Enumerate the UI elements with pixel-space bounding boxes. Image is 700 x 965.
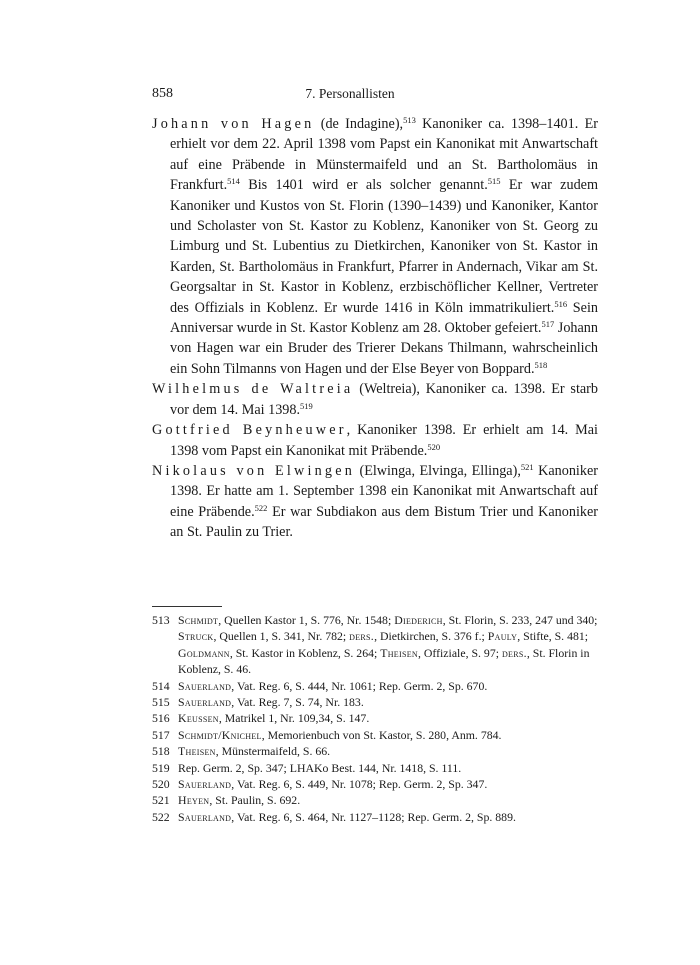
footnote-text bbox=[178, 743, 598, 759]
author-name: Struck bbox=[178, 629, 214, 644]
footnote-number: 515 bbox=[152, 695, 170, 710]
text-run: (Elwinga, Elvinga, Ellinga), bbox=[355, 462, 521, 479]
footnote-text bbox=[178, 694, 598, 710]
footnote-ref: 515 bbox=[487, 176, 501, 187]
text-run: , Vat. Reg. 7, S. 74, Nr. 183. bbox=[231, 695, 364, 710]
text-run: , Münstermaifeld, S. 66. bbox=[215, 744, 331, 759]
author-name: Diederich bbox=[394, 613, 443, 627]
text-run: , St. Florin in Koblenz, S. 46. bbox=[178, 645, 590, 677]
person-name: Wilhelmus de Waltreia bbox=[152, 381, 354, 398]
running-head: 7. Personallisten bbox=[305, 86, 395, 101]
author-name: Heyen bbox=[178, 793, 210, 808]
footnote-number: 513 bbox=[152, 613, 170, 627]
footnote-text bbox=[178, 678, 598, 694]
author-name: Sauerland bbox=[178, 678, 232, 693]
text-run: , St. Kastor in Koblenz, S. 264; bbox=[229, 645, 381, 660]
text-run: (Weltreia), Kanoniker ca. 1398. Er starb vor dem 14. Mai 1398. bbox=[170, 381, 598, 418]
author-name: Sauerland bbox=[178, 695, 232, 710]
author-name: Schmidt bbox=[178, 613, 219, 627]
text-run: Kanoniker 1398. Er hatte am 1. September 1398 ein Kanonikat mit Anwartschaft auf eine Präbende. bbox=[170, 462, 598, 520]
footnote-ref: 520 bbox=[427, 441, 441, 452]
footnote bbox=[152, 776, 598, 792]
footnote-ref: 514 bbox=[227, 176, 240, 187]
footnote-ref: 521 bbox=[520, 461, 534, 472]
footnote-number: 516 bbox=[152, 711, 170, 726]
author-name: ders. bbox=[501, 645, 527, 660]
footnote-divider bbox=[152, 606, 222, 607]
person-entry bbox=[152, 114, 598, 379]
author-name: Sauerland bbox=[178, 777, 232, 792]
footnote-text bbox=[178, 612, 598, 678]
footnotes bbox=[152, 612, 598, 825]
text-run: Bis 1401 wird er als solcher genannt. bbox=[239, 177, 488, 194]
footnote-text bbox=[178, 760, 598, 776]
text-run: Johann von Hagen war ein Bruder des Trierer Dekans Thilmann, wahrscheinlich ein Sohn Tilmanns von Hagen und der Else Beyer von Boppard. bbox=[170, 320, 598, 377]
text-run: Rep. Germ. 2, Sp. 347; LHAKo Best. 144, Nr. 1418, S. 111. bbox=[178, 760, 462, 775]
author-name: Goldmann bbox=[178, 645, 230, 660]
author-name: ders. bbox=[349, 629, 375, 644]
footnote bbox=[152, 710, 598, 726]
text-run: Er war zudem Kanoniker und Kustos von St. Florin (1390–1439) und Kanoniker, Kantor und Scholaster von St. Kastor zu Koblenz, Kanoniker von St. Georg zu Limburg und St. Lubentius zu Dietkirchen, Kanoniker von St. Kastor in Karden, St. Bartholomäus in Frankfurt, Pfarrer in Andernach, Vikar am St. Georgsaltar in St. Kastor in Koblenz, erzbischöflicher Kellner, Vertreter des Offizials in Koblenz. Er wurde 1416 in Köln immatrikuliert. bbox=[170, 177, 598, 316]
author-name: Pauly bbox=[487, 629, 518, 644]
footnote bbox=[152, 678, 598, 694]
footnote-text bbox=[178, 727, 598, 743]
footnote-number: 521 bbox=[152, 793, 170, 808]
footnote-ref: 516 bbox=[554, 298, 568, 309]
person-entry bbox=[152, 379, 598, 420]
footnote-number: 514 bbox=[152, 678, 170, 693]
text-run: , Stifte, S. 481; bbox=[517, 629, 589, 644]
text-run: , Quellen 1, S. 341, Nr. 782; bbox=[213, 629, 350, 644]
footnote-text bbox=[178, 776, 598, 792]
text-run: , Quellen Kastor 1, S. 776, Nr. 1548; bbox=[218, 613, 395, 627]
text-run: , Vat. Reg. 6, S. 464, Nr. 1127–1128; Rep. Germ. 2, Sp. 889. bbox=[231, 809, 516, 824]
page-number: 858 bbox=[152, 86, 173, 101]
text-run: Kanoniker ca. 1398–1401. Er erhielt vor dem 22. April 1398 vom Papst ein Kanonikat mit Anwartschaft auf eine Präbende in Münstermaifeld und an St. Bartholomäus in Frankfurt. bbox=[170, 116, 598, 194]
footnote-number: 517 bbox=[152, 727, 170, 742]
footnote-text bbox=[178, 792, 598, 808]
footnote-text bbox=[178, 809, 598, 825]
text-run: Sein Anniversar wurde in St. Kastor Koblenz am 28. Oktober gefeiert. bbox=[170, 299, 598, 337]
text-run: , Kanoniker 1398. Er erhielt am 14. Mai 1398 vom Papst ein Kanonikat mit Präbende. bbox=[170, 422, 598, 459]
author-name: Schmidt/Knichel bbox=[178, 727, 262, 742]
person-entry bbox=[152, 461, 598, 543]
footnote bbox=[152, 743, 598, 759]
footnote bbox=[152, 694, 598, 710]
text-run: , Matrikel 1, Nr. 109,34, S. 147. bbox=[218, 711, 370, 726]
footnote-ref: 519 bbox=[300, 400, 313, 411]
footnote bbox=[152, 612, 598, 678]
author-name: Theisen bbox=[380, 645, 418, 660]
text-run: (de Indagine), bbox=[314, 116, 404, 132]
text-run: , Vat. Reg. 6, S. 449, Nr. 1078; Rep. Germ. 2, Sp. 347. bbox=[231, 777, 488, 792]
footnote-ref: 517 bbox=[541, 319, 555, 330]
footnote-ref: 522 bbox=[254, 502, 268, 513]
footnote bbox=[152, 760, 598, 776]
text-run: , Memorienbuch von St. Kastor, S. 280, Anm. 784. bbox=[261, 727, 502, 742]
footnote-text bbox=[178, 710, 598, 726]
person-name: Nikolaus von Elwingen bbox=[152, 462, 356, 479]
body-text bbox=[152, 114, 598, 543]
author-name: Sauerland bbox=[178, 809, 232, 824]
text-run: , St. Paulin, S. 692. bbox=[209, 793, 301, 808]
footnote-ref: 513 bbox=[403, 115, 416, 125]
footnote-number: 522 bbox=[152, 809, 170, 824]
text-run: , Dietkirchen, S. 376 f.; bbox=[374, 629, 488, 644]
text-run: , Offiziale, S. 97; bbox=[417, 645, 502, 660]
person-name: Gottfried Beynheuwer bbox=[152, 422, 347, 439]
footnote bbox=[152, 792, 598, 808]
author-name: Keussen bbox=[178, 711, 219, 726]
footnote-number: 518 bbox=[152, 744, 170, 759]
text-run: , Vat. Reg. 6, S. 444, Nr. 1061; Rep. Germ. 2, Sp. 670. bbox=[231, 678, 488, 693]
person-entry bbox=[152, 420, 598, 461]
text-run: Er war Subdiakon aus dem Bistum Trier und Kanoniker an St. Paulin zu Trier. bbox=[170, 503, 598, 541]
footnote-number: 519 bbox=[152, 760, 170, 775]
footnote-number: 520 bbox=[152, 777, 170, 792]
footnote bbox=[152, 809, 598, 825]
person-name: Johann von Hagen bbox=[152, 116, 315, 132]
footnote bbox=[152, 727, 598, 743]
text-run: , St. Florin, S. 233, 247 und 340; bbox=[442, 613, 598, 627]
footnote-ref: 518 bbox=[534, 359, 548, 370]
author-name: Theisen bbox=[178, 744, 216, 759]
